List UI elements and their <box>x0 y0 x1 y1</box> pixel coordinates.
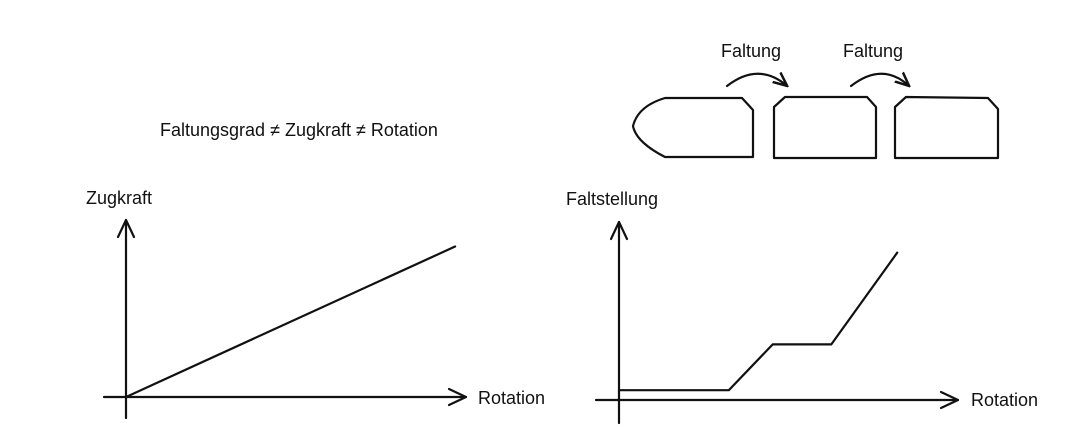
statement-text: Faltungsgrad ≠ Zugkraft ≠ Rotation <box>160 120 438 140</box>
segment-1 <box>633 98 753 157</box>
chart-right-series-line <box>619 253 897 391</box>
chart-right-y-label: Faltstellung <box>566 189 659 209</box>
segment-3 <box>895 97 998 158</box>
chart-right <box>566 189 1038 423</box>
chart-left-x-label: Rotation <box>478 388 546 408</box>
fold-label-2: Faltung <box>843 41 904 61</box>
chart-right-x-label: Rotation <box>971 390 1039 410</box>
chart-left-series-line <box>126 247 455 398</box>
segment-2 <box>774 97 876 158</box>
chart-left <box>86 188 545 418</box>
fold-arrow-2 <box>851 74 908 86</box>
fold-label-1: Faltung <box>721 41 782 61</box>
chart-left-y-label: Zugkraft <box>86 188 153 208</box>
fold-arrow-1 <box>727 74 786 86</box>
